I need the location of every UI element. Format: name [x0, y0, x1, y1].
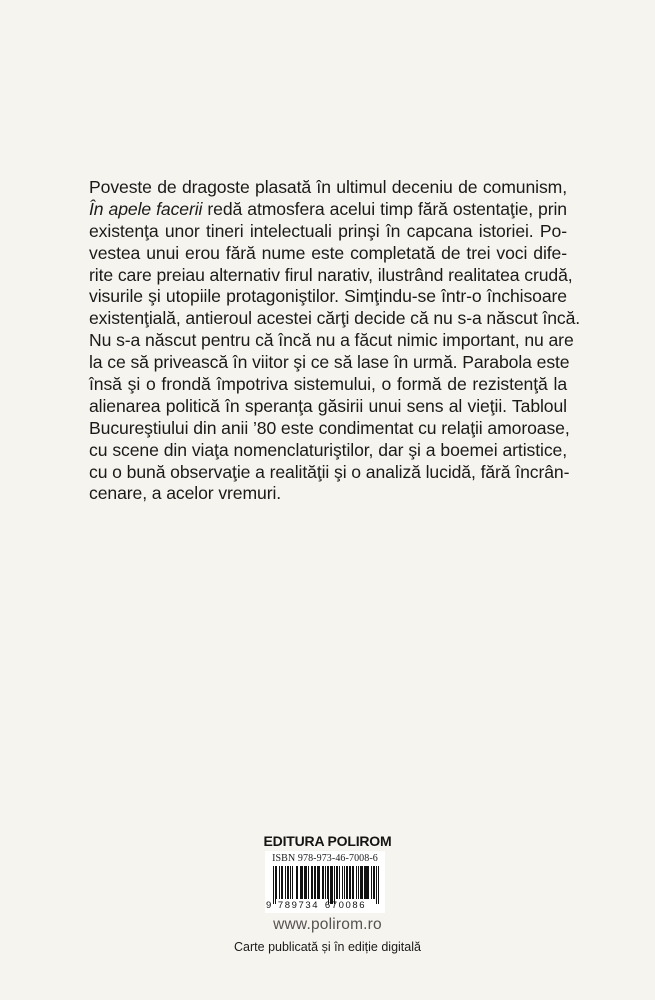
blurb-line: cu scene din viaţa nomenclaturiştilor, dar şi a boemei artistice,: [89, 439, 567, 460]
blurb-line: existenţială, antieroul acestei cărţi decide că nu s-a născut încă.: [89, 308, 581, 329]
blurb-line: Nu s-a născut pentru că încă nu a făcut nimic important, nu are: [89, 330, 574, 351]
back-cover-blurb: [89, 177, 581, 505]
publisher-name: EDITURA POLIROM: [263, 833, 392, 849]
blurb-line: [89, 199, 567, 221]
barcode-first-digit: 9: [266, 900, 272, 911]
publisher-website: www.polirom.ro: [273, 916, 382, 933]
blurb-line: la ce să privească în viitor şi ce să lase în urmă. Parabola este: [89, 352, 570, 373]
blurb-line: cu o bună observaţie a realităţii şi o analiză lucidă, fără încrân-: [89, 461, 570, 482]
blurb-line: însă şi o frondă împotriva sistemului, o formă de rezistenţă la: [89, 374, 567, 395]
barcode-group-right: 670086: [324, 900, 367, 911]
barcode-digits: [265, 900, 385, 911]
blurb-line: rite care preiau alternativ firul narativ, ilustrând realitatea crudă,: [89, 264, 573, 285]
blurb-line-text: redă atmosfera acelui timp fără ostentaţie, prin: [202, 198, 567, 219]
blurb-line: visurile şi utopiile protagoniştilor. Simţindu-se într-o închisoare: [89, 286, 567, 307]
isbn-label: ISBN 978-973-46-7008-6: [272, 853, 378, 864]
book-title: În apele facerii: [89, 198, 203, 219]
blurb-line: cenare, a acelor vremuri.: [89, 483, 282, 504]
blurb-line: Bucureştiului din anii ’80 este condimentat cu relaţii amoroase,: [89, 417, 570, 438]
blurb-line: existenţa unor tineri intelectuali prinşi în capcana istoriei. Po-: [89, 220, 567, 241]
blurb-line: alienarea politică în speranţa găsirii unui sens al vieţii. Tabloul: [89, 395, 567, 416]
isbn-barcode: [265, 851, 385, 913]
barcode-bars: [273, 866, 379, 904]
blurb-line: Poveste de dragoste plasată în ultimul deceniu de comunism,: [89, 177, 567, 197]
digital-edition-note: Carte publicată și în ediție digitală: [234, 940, 421, 954]
blurb-line: vestea unui erou fără nume este completată de trei voci dife-: [89, 242, 567, 263]
barcode-group-left: 789734: [277, 900, 320, 911]
